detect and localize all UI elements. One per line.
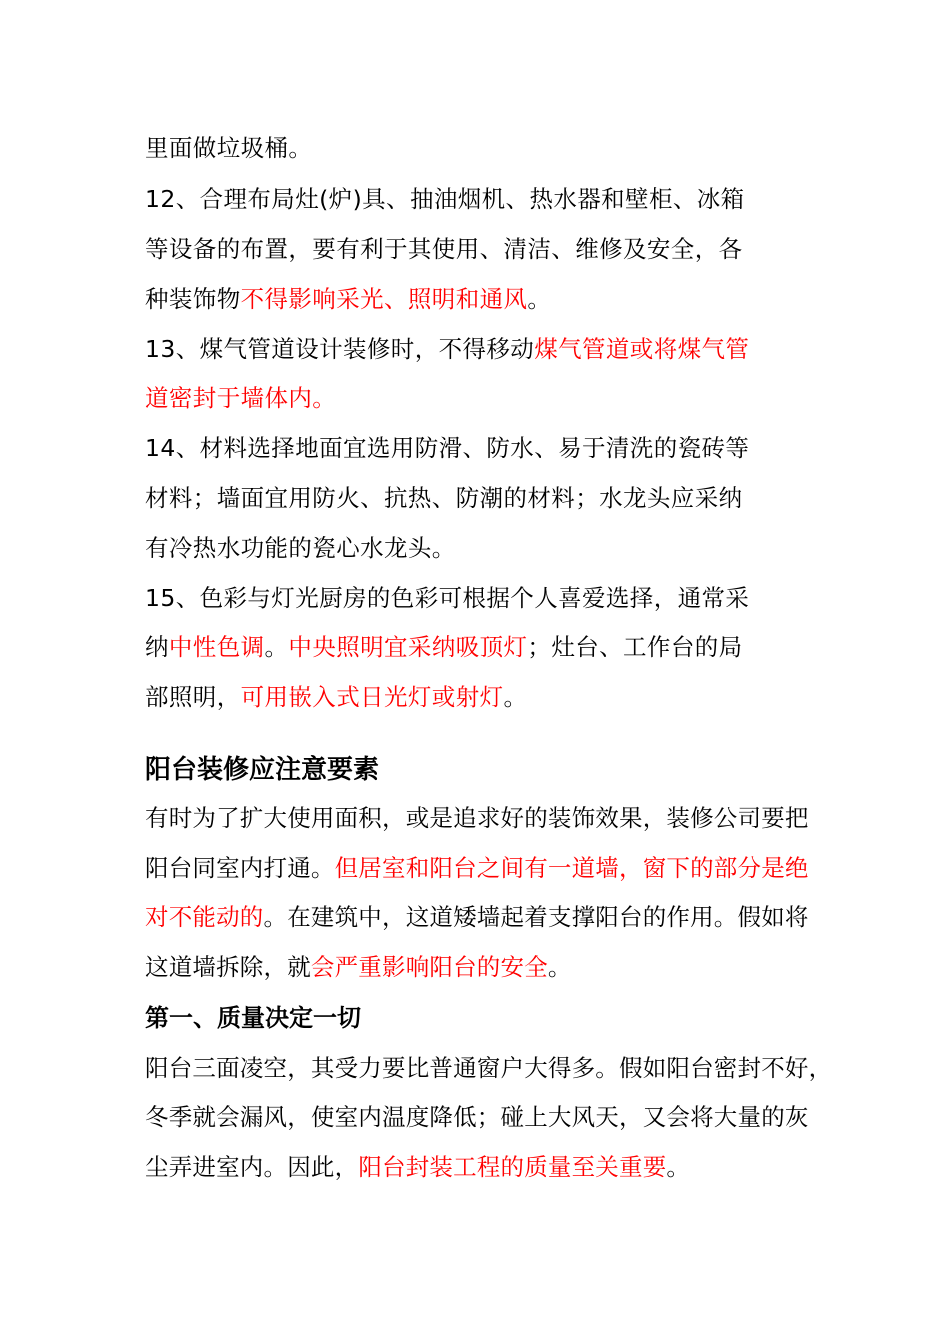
highlighted-text: 对不能动的 [145, 903, 264, 931]
text-line [145, 952, 572, 982]
section-heading: 阳台装修应注意要素 [145, 755, 380, 785]
highlighted-text: 煤气管道或将煤气管 [534, 335, 750, 363]
body-text: 尘弄进室内。因此， [145, 1153, 359, 1181]
highlighted-text: 但居室和阳台之间有一道墙，窗下的部分是绝 [334, 854, 809, 882]
highlighted-text: 会严重影响阳台的安全 [310, 953, 548, 981]
highlighted-text: 可用嵌入式日光灯或射灯 [240, 683, 504, 711]
highlighted-text: 中央照明宜采纳吸顶灯 [288, 633, 528, 661]
body-text: 12、合理布局灶(炉)具、抽油烟机、热水器和壁柜、冰箱 [145, 185, 745, 213]
body-text: 。在建筑中，这道矮墙起着支撑阳台的作用。假如将 [263, 903, 809, 931]
body-text: 种装饰物 [145, 285, 241, 313]
highlighted-text: 阳台封装工程的质量至关重要 [358, 1153, 667, 1181]
body-text: 。 [264, 633, 289, 661]
body-text: 。 [527, 285, 552, 313]
body-text: 材料；墙面宜用防火、抗热、防潮的材料；水龙头应采纳 [145, 484, 743, 512]
body-text: ；灶台、工作台的局 [527, 633, 743, 661]
body-text: 。 [666, 1153, 691, 1181]
text-line [145, 632, 743, 662]
text-line [145, 1053, 832, 1083]
text-line [145, 383, 336, 413]
text-line [145, 1152, 690, 1182]
text-line [145, 803, 809, 833]
body-text: 有冷热水功能的瓷心水龙头。 [145, 534, 456, 562]
highlighted-text: 不得影响采光、照明和通风 [240, 285, 528, 313]
body-text: 部照明， [145, 683, 241, 711]
body-text: 阳台同室内打通。 [145, 854, 335, 882]
body-text: 这道墙拆除，就 [145, 953, 311, 981]
body-text: 。 [503, 683, 528, 711]
text-line [145, 1102, 809, 1132]
body-text: 。 [547, 953, 572, 981]
text-line [145, 682, 527, 712]
body-text: 15、色彩与灯光厨房的色彩可根据个人喜爱选择，通常采 [145, 584, 750, 612]
body-text: 有时为了扩大使用面积，或是追求好的装饰效果，装修公司要把 [145, 804, 809, 832]
text-line [145, 902, 809, 932]
text-line [145, 184, 745, 214]
body-text: 阳台三面凌空，其受力要比普通窗户大得多。假如阳台密封不好， [145, 1054, 833, 1082]
body-text: 14、材料选择地面宜选用防滑、防水、易于清洗的瓷砖等 [145, 434, 750, 462]
text-line [145, 334, 749, 364]
text-line [145, 583, 749, 613]
highlighted-text: 道密封于墙体内。 [145, 384, 337, 412]
text-line [145, 533, 456, 563]
body-text: 冬季就会漏风，使室内温度降低；碰上大风天，又会将大量的灰 [145, 1103, 809, 1131]
subsection-heading: 第一、质量决定一切 [145, 1004, 361, 1032]
text-line [145, 133, 312, 163]
body-text: 等设备的布置，要有利于其使用、清洁、维修及安全，各 [145, 235, 743, 263]
text-line [145, 483, 743, 513]
text-line [145, 284, 551, 314]
body-text: 里面做垃圾桶。 [145, 134, 313, 162]
body-text: 13、煤气管道设计装修时，不得移动 [145, 335, 535, 363]
text-line [145, 433, 749, 463]
body-text: 纳 [145, 633, 169, 661]
highlighted-text: 中性色调 [168, 633, 265, 661]
text-line [145, 234, 743, 264]
text-line [145, 853, 809, 883]
